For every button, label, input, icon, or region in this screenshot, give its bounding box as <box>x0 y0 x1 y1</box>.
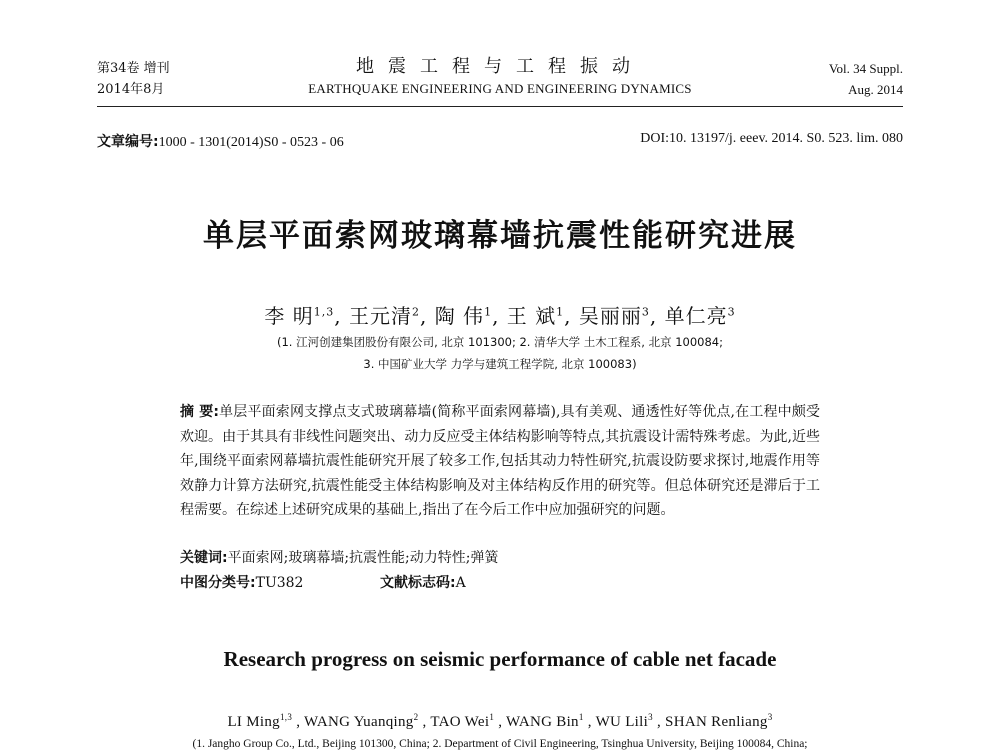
author-en: WANG Bin$^1$ , <box>506 712 596 730</box>
paper-title-en: Research progress on seismic performance of cable net facade <box>223 647 777 671</box>
document-code-value: A <box>455 575 466 591</box>
classification-number <box>180 572 303 592</box>
author-cn: 陶 伟$^1$, <box>434 304 507 328</box>
journal-name-en: EARTHQUAKE ENGINEERING AND ENGINEERING DYNAMICS <box>308 81 692 96</box>
affiliation-en: (1. Jangho Group Co., Ltd., Beijing 101300, China; 2. Department of Civil Engineering, Tsinghua University, Beijing 100084, China; <box>192 738 808 750</box>
author-en: WANG Yuanqing$^2$ , <box>304 712 431 730</box>
article-number-value: 1000 - 1301(2014)S0 - 0523 - 06 <box>158 135 344 150</box>
abstract-label: 摘 要: <box>180 404 219 420</box>
author-cn: 王 斌$^1$, <box>506 304 579 328</box>
author-en: LI Ming$^{1,3}$ , <box>227 712 305 730</box>
keywords-label: 关键词: <box>180 550 228 566</box>
author-en: SHAN Renliang$^3$ <box>665 712 773 730</box>
journal-name <box>250 56 750 100</box>
abstract <box>180 400 820 523</box>
document-code <box>380 572 466 592</box>
abstract-text: 单层平面索网支撑点支式玻璃幕墙(简称平面索网幕墙),具有美观、通透性好等优点,在工程中颇受欢迎。由于其具有非线性问题突出、动力反应受主体结构影响等特点,其抗震设计需特殊考虑。为此,近些年,围绕平面索网幕墙抗震性能研究开展了较多工作,包括其动力特性研究,抗震设防要求探讨,地震作用等效静力计算方法研究,抗震性能受主体结构影响及对主体结构反作用的研究等。但总体研究还是滞后于工程需要。在综述上述研究成果的基础上,指出了在今后工作中应加强研究的问题。 <box>180 404 820 518</box>
article-number-label: 文章编号: <box>97 134 159 150</box>
affiliation-cn-line1: (1. 江河创建集团股份有限公司, 北京 101300; 2. 清华大学 土木工程系, 北京 100084; <box>276 335 724 349</box>
authors-en <box>0 712 1000 731</box>
date-line: 2014年8月 <box>97 82 165 97</box>
volume-line-en: Vol. 34 Suppl. <box>828 61 903 76</box>
author-en: WU Lili$^3$ , <box>595 712 666 730</box>
keywords <box>180 547 498 567</box>
volume-line: 第34卷 增刊 <box>97 61 170 76</box>
date-line-en: Aug. 2014 <box>848 82 903 97</box>
journal-name-cn: 地震工程与工程振动 <box>356 56 644 77</box>
author-cn: 李 明$^{1,3}$, <box>264 304 349 328</box>
classification-label: 中图分类号: <box>180 575 256 591</box>
author-cn: 王元清$^2$, <box>348 304 435 328</box>
keywords-text: 平面索网;玻璃幕墙;抗震性能;动力特性;弹簧 <box>227 550 499 566</box>
author-en: TAO Wei$^1$ , <box>430 712 507 730</box>
doi: DOI:10. 13197/j. eeev. 2014. S0. 523. lim. 080 <box>640 131 903 146</box>
paper-title-cn: 单层平面索网玻璃幕墙抗震性能研究进展 <box>203 218 797 254</box>
affiliation-cn-line2: 3. 中国矿业大学 力学与建筑工程学院, 北京 100083) <box>363 357 637 371</box>
author-cn: 单仁亮$^3$ <box>664 304 736 328</box>
authors-cn <box>0 300 1000 329</box>
article-number <box>97 131 344 151</box>
volume-issue <box>97 58 170 100</box>
volume-issue-en <box>829 58 903 100</box>
classification-value: TU382 <box>255 575 304 591</box>
header-rule <box>97 106 903 107</box>
author-cn: 吴丽丽$^3$, <box>578 304 665 328</box>
document-code-label: 文献标志码: <box>380 575 456 591</box>
